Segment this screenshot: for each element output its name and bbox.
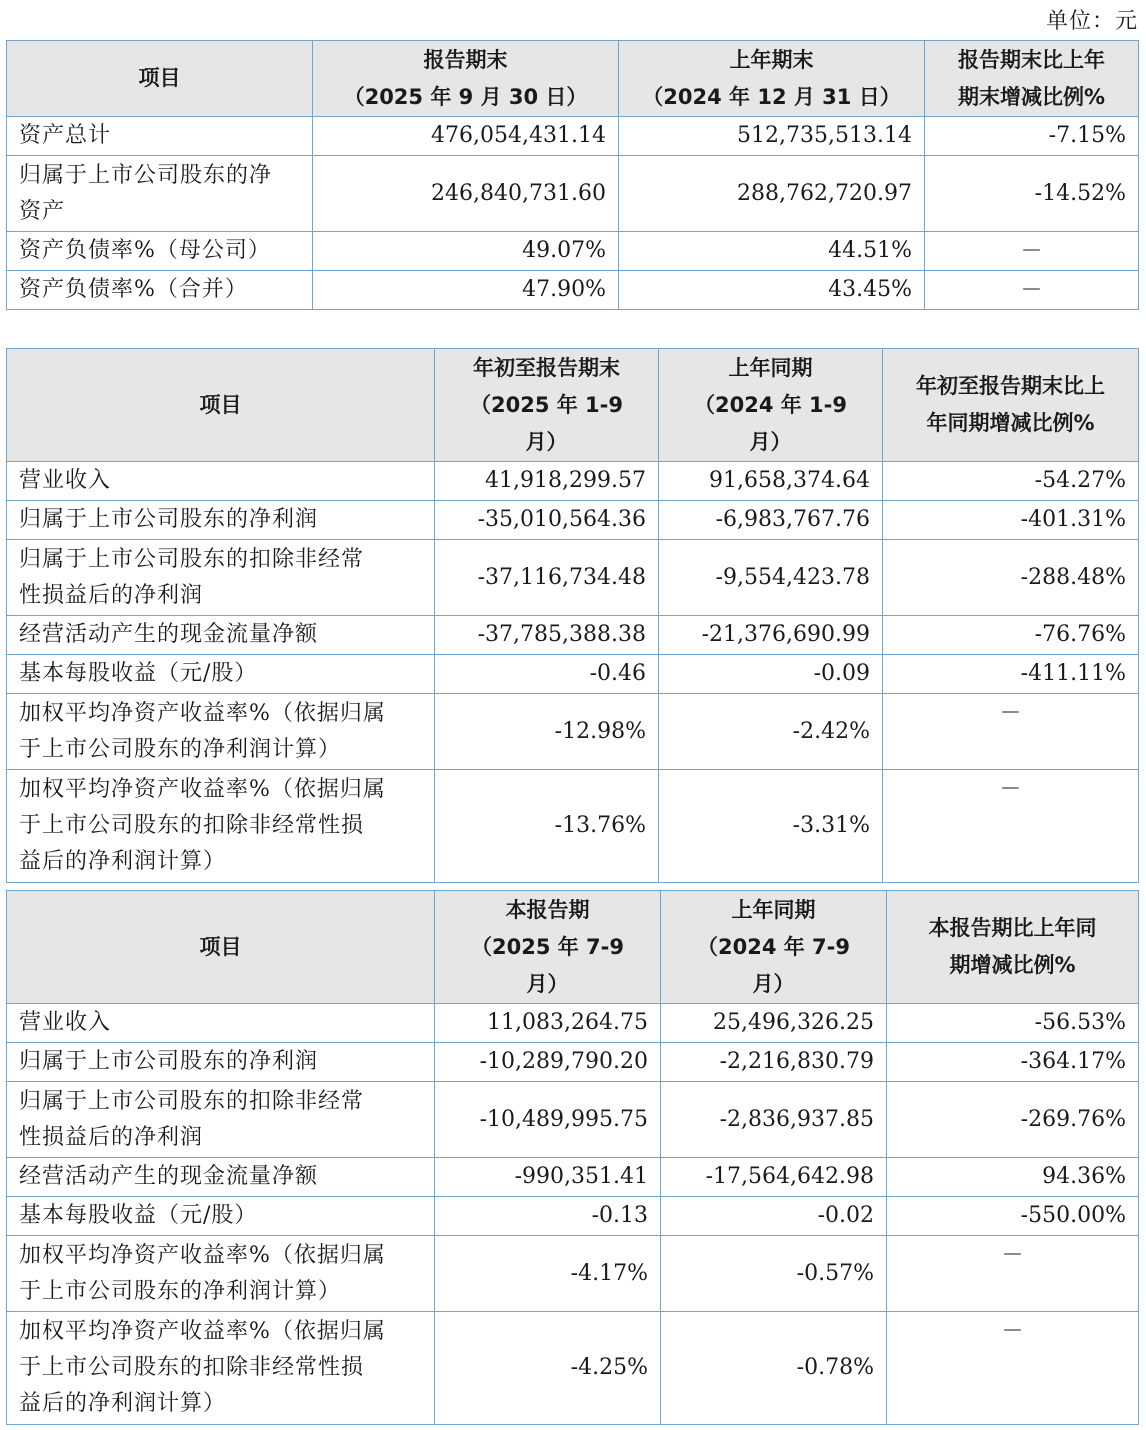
value-current: -0.46 — [435, 655, 659, 694]
ytd-income-table — [6, 348, 1139, 883]
value-current: 246,840,731.60 — [313, 156, 619, 232]
header-item — [7, 41, 313, 117]
row-label — [7, 1312, 435, 1425]
value-prior: -0.02 — [661, 1197, 887, 1236]
header-line: 月） — [752, 971, 795, 996]
header-line: （2024 年 1-9 — [693, 392, 847, 417]
table-header-row — [7, 41, 1139, 117]
value-change: 94.36% — [887, 1158, 1139, 1197]
row-label-line: 于上市公司股东的扣除非经常性损 — [19, 813, 365, 838]
quarter-income-table — [6, 890, 1139, 1425]
header-current-period — [435, 349, 659, 462]
value-change: -364.17% — [887, 1043, 1139, 1082]
header-item — [7, 891, 435, 1004]
row-label — [7, 232, 313, 271]
value-current: -4.25% — [435, 1312, 661, 1425]
header-line: 项目 — [138, 66, 181, 90]
value-prior: -6,983,767.76 — [659, 501, 883, 540]
row-label — [7, 655, 435, 694]
row-label — [7, 1043, 435, 1082]
value-current: 11,083,264.75 — [435, 1004, 661, 1043]
row-label — [7, 694, 435, 770]
row-label-line: 经营活动产生的现金流量净额 — [19, 622, 319, 647]
value-prior: -21,376,690.99 — [659, 616, 883, 655]
value-prior: -17,564,642.98 — [661, 1158, 887, 1197]
value-prior: 91,658,374.64 — [659, 462, 883, 501]
header-line: 项目 — [199, 934, 242, 959]
value-prior: -2,216,830.79 — [661, 1043, 887, 1082]
value-current: -990,351.41 — [435, 1158, 661, 1197]
value-prior: -2,836,937.85 — [661, 1082, 887, 1158]
balance-sheet-table — [6, 40, 1139, 310]
value-current: -10,289,790.20 — [435, 1043, 661, 1082]
row-label-line: 性损益后的净利润 — [19, 1124, 204, 1150]
value-change: － — [925, 232, 1139, 271]
row-label-line: 加权平均净资产收益率%（依据归属 — [19, 1319, 386, 1344]
header-line: 上年同期 — [728, 355, 813, 380]
row-label — [7, 1236, 435, 1312]
value-change: -269.76% — [887, 1082, 1139, 1158]
header-item — [7, 349, 435, 462]
row-label-line: 基本每股收益（元/股） — [19, 1203, 258, 1228]
row-label — [7, 1158, 435, 1197]
table-row — [7, 1043, 1139, 1082]
value-change: -288.48% — [883, 540, 1139, 616]
row-label — [7, 540, 435, 616]
header-current-period — [313, 41, 619, 117]
value-current: -10,489,995.75 — [435, 1082, 661, 1158]
header-prior-period — [659, 349, 883, 462]
row-label — [7, 156, 313, 232]
table-row — [7, 1236, 1139, 1312]
value-change: -401.31% — [883, 501, 1139, 540]
row-label — [7, 462, 435, 501]
header-line: 年同期增减比例% — [926, 411, 1095, 435]
row-label-line: 归属于上市公司股东的净利润 — [19, 507, 319, 532]
value-prior: 288,762,720.97 — [619, 156, 925, 232]
header-line: 本报告期 — [505, 897, 590, 922]
table-row — [7, 540, 1139, 616]
row-label — [7, 1197, 435, 1236]
row-label — [7, 117, 313, 156]
header-line: （2025 年 7-9 — [470, 934, 624, 959]
value-current: -35,010,564.36 — [435, 501, 659, 540]
value-prior: 43.45% — [619, 271, 925, 310]
table-row — [7, 271, 1139, 310]
header-line: （2025 年 1-9 — [469, 392, 623, 417]
row-label-line: 加权平均净资产收益率%（依据归属 — [19, 700, 386, 726]
value-current: 476,054,431.14 — [313, 117, 619, 156]
row-label — [7, 1004, 435, 1043]
header-prior-period — [661, 891, 887, 1004]
header-line: 报告期末 — [423, 47, 508, 72]
row-label-line: 归属于上市公司股东的净 — [19, 162, 273, 188]
header-line: 期增减比例% — [949, 953, 1076, 977]
value-current: -37,785,388.38 — [435, 616, 659, 655]
value-change: -54.27% — [883, 462, 1139, 501]
row-label — [7, 271, 313, 310]
row-label — [7, 1082, 435, 1158]
value-prior: -9,554,423.78 — [659, 540, 883, 616]
header-line: 上年同期 — [731, 897, 816, 922]
value-current: 41,918,299.57 — [435, 462, 659, 501]
value-change: -76.76% — [883, 616, 1139, 655]
row-label-line: 营业收入 — [19, 1010, 112, 1035]
header-line: 月） — [525, 429, 568, 454]
row-label-line: 益后的净利润计算） — [19, 1391, 227, 1416]
table-header-row — [7, 349, 1139, 462]
table-row — [7, 616, 1139, 655]
value-current: -37,116,734.48 — [435, 540, 659, 616]
row-label — [7, 770, 435, 883]
value-change: － — [887, 1312, 1139, 1425]
value-current: 49.07% — [313, 232, 619, 271]
row-label-line: 资产总计 — [19, 123, 112, 148]
header-change-ratio — [887, 891, 1139, 1004]
value-change: -550.00% — [887, 1197, 1139, 1236]
table-row — [7, 1004, 1139, 1043]
table-row — [7, 232, 1139, 271]
header-line: 年初至报告期末 — [473, 355, 620, 380]
header-line: 月） — [526, 971, 569, 996]
value-prior: -0.57% — [661, 1236, 887, 1312]
value-prior: -0.78% — [661, 1312, 887, 1425]
header-current-period — [435, 891, 661, 1004]
value-prior: 44.51% — [619, 232, 925, 271]
header-line: （2025 年 9 月 30 日） — [343, 84, 588, 109]
row-label-line: 基本每股收益（元/股） — [19, 661, 258, 686]
value-current: -12.98% — [435, 694, 659, 770]
value-prior: 25,496,326.25 — [661, 1004, 887, 1043]
value-current: -0.13 — [435, 1197, 661, 1236]
header-line: （2024 年 7-9 — [696, 934, 850, 959]
header-prior-period — [619, 41, 925, 117]
row-label-line: 于上市公司股东的净利润计算） — [19, 1278, 342, 1304]
row-label-line: 归属于上市公司股东的扣除非经常 — [19, 546, 365, 572]
table-row — [7, 156, 1139, 232]
header-line: 本报告期比上年同 — [928, 916, 1097, 940]
row-label-line: 资产负债率%（母公司） — [19, 238, 271, 263]
header-change-ratio — [883, 349, 1139, 462]
row-label-line: 于上市公司股东的扣除非经常性损 — [19, 1355, 365, 1380]
row-label-line: 营业收入 — [19, 468, 112, 493]
header-line: 月） — [749, 429, 792, 454]
header-line: 期末增减比例% — [957, 84, 1106, 109]
value-prior: -2.42% — [659, 694, 883, 770]
value-current: 47.90% — [313, 271, 619, 310]
header-line: 年初至报告期末比上 — [916, 374, 1105, 398]
table-row — [7, 501, 1139, 540]
value-current: -13.76% — [435, 770, 659, 883]
unit-label: 单位：元 — [1045, 9, 1138, 34]
value-change: － — [887, 1236, 1139, 1312]
table-row — [7, 117, 1139, 156]
header-line: 上年期末 — [729, 47, 814, 72]
row-label — [7, 616, 435, 655]
row-label-line: 资产 — [19, 198, 66, 224]
row-label-line: 加权平均净资产收益率%（依据归属 — [19, 1242, 386, 1268]
value-change: -7.15% — [925, 117, 1139, 156]
row-label-line: 益后的净利润计算） — [19, 849, 227, 874]
row-label-line: 归属于上市公司股东的扣除非经常 — [19, 1088, 365, 1114]
value-prior: -0.09 — [659, 655, 883, 694]
table-row — [7, 694, 1139, 770]
value-prior: 512,735,513.14 — [619, 117, 925, 156]
header-change-ratio — [925, 41, 1139, 117]
table-row — [7, 1312, 1139, 1425]
row-label-line: 归属于上市公司股东的净利润 — [19, 1049, 319, 1074]
row-label-line: 资产负债率%（合并） — [19, 277, 248, 302]
table-row — [7, 655, 1139, 694]
table-header-row — [7, 891, 1139, 1004]
header-line: 报告期末比上年 — [958, 47, 1105, 72]
header-line: （2024 年 12 月 31 日） — [642, 84, 901, 109]
row-label-line: 经营活动产生的现金流量净额 — [19, 1164, 319, 1189]
table-row — [7, 1197, 1139, 1236]
table-row — [7, 770, 1139, 883]
table-row — [7, 462, 1139, 501]
value-change: -56.53% — [887, 1004, 1139, 1043]
value-change: -411.11% — [883, 655, 1139, 694]
row-label-line: 于上市公司股东的净利润计算） — [19, 736, 342, 762]
value-change: － — [883, 770, 1139, 883]
value-prior: -3.31% — [659, 770, 883, 883]
table-row — [7, 1158, 1139, 1197]
header-line: 项目 — [199, 392, 242, 417]
value-change: -14.52% — [925, 156, 1139, 232]
table-row — [7, 1082, 1139, 1158]
value-change: － — [925, 271, 1139, 310]
value-change: － — [883, 694, 1139, 770]
row-label-line: 加权平均净资产收益率%（依据归属 — [19, 777, 386, 802]
row-label-line: 性损益后的净利润 — [19, 582, 204, 608]
row-label — [7, 501, 435, 540]
value-current: -4.17% — [435, 1236, 661, 1312]
